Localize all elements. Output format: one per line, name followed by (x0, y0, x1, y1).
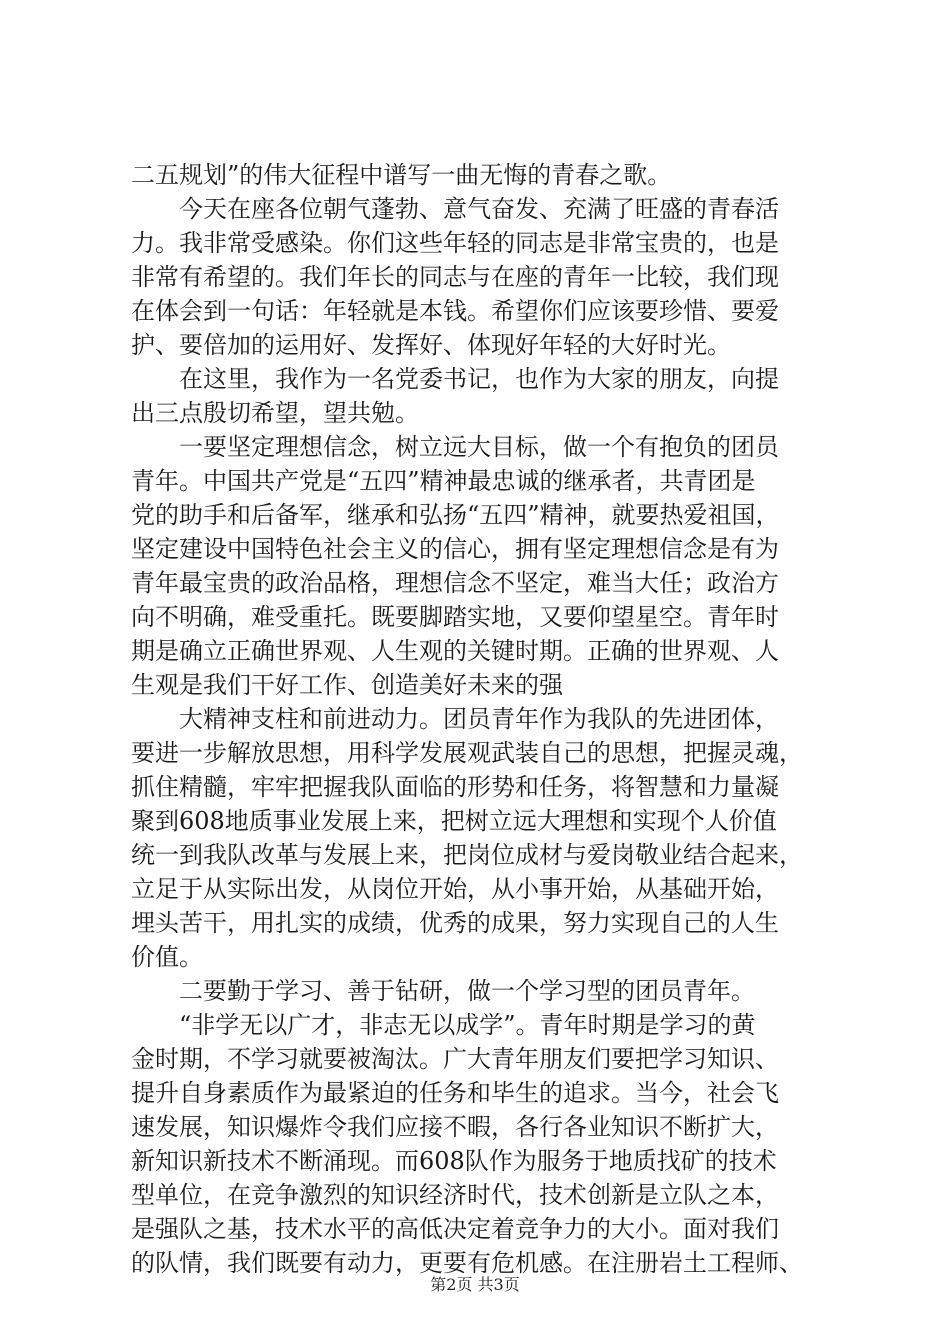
text-line: 提升自身素质作为最紧迫的任务和毕生的追求。当今，社会飞 (131, 1079, 779, 1107)
text-line: 党的助手和后备军，继承和弘扬“五四”精神，就要热爱祖国， (131, 501, 780, 529)
text-line: 二要勤于学习、善于钻研，做一个学习型的团员青年。 (131, 977, 755, 1005)
text-line: 力。我非常受感染。你们这些年轻的同志是非常宝贵的，也是 (131, 229, 779, 257)
text-line: 型单位，在竞争激烈的知识经济时代，技术创新是立队之本， (131, 1181, 779, 1209)
text-line: 埋头苦干，用扎实的成绩，优秀的成果，努力实现自己的人生 (131, 909, 779, 937)
page-footer: 第2页 共3页 (430, 1275, 520, 1294)
text-line: 大精神支柱和前进动力。团员青年作为我队的先进团体， (131, 705, 779, 733)
text-line: 一要坚定理想信念，树立远大目标，做一个有抱负的团员 (131, 433, 779, 461)
text-line: 生观是我们干好工作、创造美好未来的强 (131, 671, 563, 699)
text-line: 护、要倍加的运用好、发挥好、体现好年轻的大好时光。 (131, 331, 731, 359)
text-line: 出三点殷切希望，望共勉。 (131, 399, 419, 427)
text-line: “非学无以广才，非志无以成学”。青年时期是学习的黄 (131, 1011, 756, 1039)
text-line: 向不明确，难受重托。既要脚踏实地，又要仰望星空。青年时 (131, 603, 779, 631)
text-line: 在这里，我作为一名党委书记，也作为大家的朋友，向提 (131, 365, 779, 393)
text-line: 要进一步解放思想，用科学发展观武装自己的思想，把握灵魂， (131, 739, 803, 767)
text-line: 二五规划”的伟大征程中谱写一曲无悔的青春之歌。 (131, 161, 672, 189)
text-line: 今天在座各位朝气蓬勃、意气奋发、充满了旺盛的青春活 (131, 195, 779, 223)
text-line: 聚到608地质事业发展上来，把树立远大理想和实现个人价值 (131, 807, 777, 835)
text-line: 立足于从实际出发，从岗位开始，从小事开始，从基础开始， (131, 875, 779, 903)
text-line: 青年。中国共产党是“五四”精神最忠诚的继承者，共青团是 (131, 467, 756, 495)
text-line: 统一到我队改革与发展上来，把岗位成材与爱岗敬业结合起来， (131, 841, 803, 869)
text-line: 金时期，不学习就要被淘汰。广大青年朋友们要把学习知识、 (131, 1045, 779, 1073)
text-line: 坚定建设中国特色社会主义的信心，拥有坚定理想信念是有为 (131, 535, 779, 563)
text-line: 价值。 (131, 943, 203, 971)
text-line: 青年最宝贵的政治品格，理想信念不坚定，难当大任；政治方 (131, 569, 779, 597)
text-line: 抓住精髓，牢牢把握我队面临的形势和任务，将智慧和力量凝 (131, 773, 779, 801)
text-line: 在体会到一句话：年轻就是本钱。希望你们应该要珍惜、要爱 (131, 297, 779, 325)
document-body (131, 158, 831, 1280)
text-line: 速发展，知识爆炸令我们应接不暇，各行各业知识不断扩大， (131, 1113, 779, 1141)
text-line: 期是确立正确世界观、人生观的关键时期。正确的世界观、人 (131, 637, 779, 665)
text-line: 非常有希望的。我们年长的同志与在座的青年一比较，我们现 (131, 263, 779, 291)
text-line: 的队情，我们既要有动力，更要有危机感。在注册岩土工程师、 (131, 1249, 803, 1277)
text-line: 是强队之基，技术水平的高低决定着竞争力的大小。面对我们 (131, 1215, 779, 1243)
text-line: 新知识新技术不断涌现。而608队作为服务于地质找矿的技术 (131, 1147, 777, 1175)
